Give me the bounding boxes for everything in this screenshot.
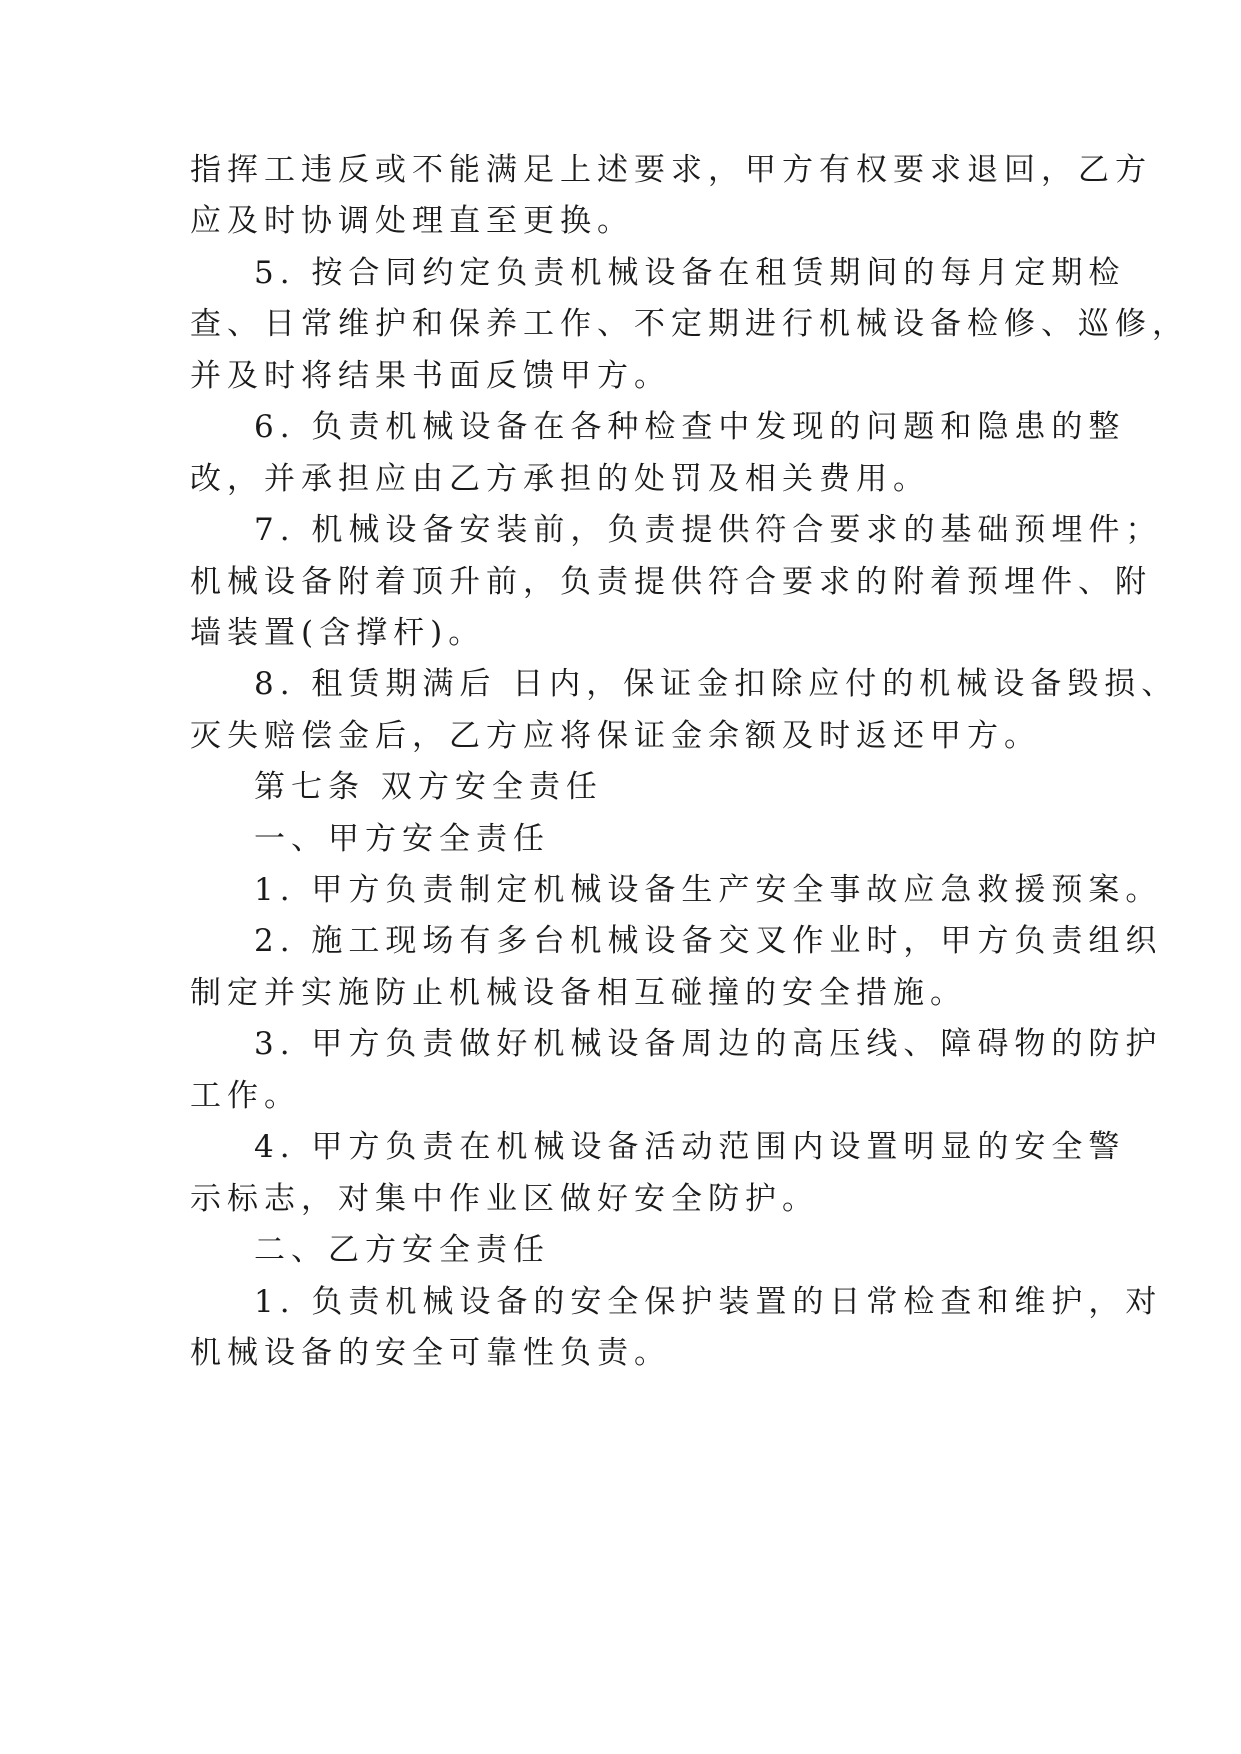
text-line: 并及时将结果书面反馈甲方。 xyxy=(190,358,671,394)
paragraph-start: 1. 甲方负责制定机械设备生产安全事故应急救援预案。 xyxy=(254,872,1163,908)
article-heading: 第七条 双方安全责任 xyxy=(254,769,603,805)
text-line: 灭失赔偿金后，乙方应将保证金余额及时返还甲方。 xyxy=(190,718,1041,754)
text-line: 墙装置(含撑杆)。 xyxy=(190,615,486,651)
paragraph-start: 7. 机械设备安装前，负责提供符合要求的基础预埋件； xyxy=(254,512,1163,548)
text-line: 制定并实施防止机械设备相互碰撞的安全措施。 xyxy=(190,975,967,1011)
paragraph-start: 6. 负责机械设备在各种检查中发现的问题和隐患的整 xyxy=(254,409,1126,445)
section-heading: 二、乙方安全责任 xyxy=(254,1232,550,1268)
text-line: 机械设备的安全可靠性负责。 xyxy=(190,1335,671,1371)
text-line: 应及时协调处理直至更换。 xyxy=(190,203,634,239)
text-line: 示标志，对集中作业区做好安全防护。 xyxy=(190,1181,819,1217)
text-line: 指挥工违反或不能满足上述要求，甲方有权要求退回，乙方 xyxy=(190,152,1152,188)
paragraph-start: 1. 负责机械设备的安全保护装置的日常检查和维护，对 xyxy=(254,1284,1163,1320)
paragraph-start: 5. 按合同约定负责机械设备在租赁期间的每月定期检 xyxy=(254,255,1126,291)
paragraph-start: 3. 甲方负责做好机械设备周边的高压线、障碍物的防护 xyxy=(254,1026,1163,1062)
section-heading: 一、甲方安全责任 xyxy=(254,821,550,857)
paragraph-start: 4. 甲方负责在机械设备活动范围内设置明显的安全警 xyxy=(254,1129,1126,1165)
text-line: 查、日常维护和保养工作、不定期进行机械设备检修、巡修， xyxy=(190,306,1189,342)
text-line: 改，并承担应由乙方承担的处罚及相关费用。 xyxy=(190,461,930,497)
paragraph-start: 2. 施工现场有多台机械设备交叉作业时，甲方负责组织 xyxy=(254,923,1163,959)
text-line: 工作。 xyxy=(190,1078,301,1114)
text-line: 机械设备附着顶升前，负责提供符合要求的附着预埋件、附 xyxy=(190,564,1152,600)
paragraph-start: 8. 租赁期满后 日内，保证金扣除应付的机械设备毁损、 xyxy=(254,666,1179,702)
